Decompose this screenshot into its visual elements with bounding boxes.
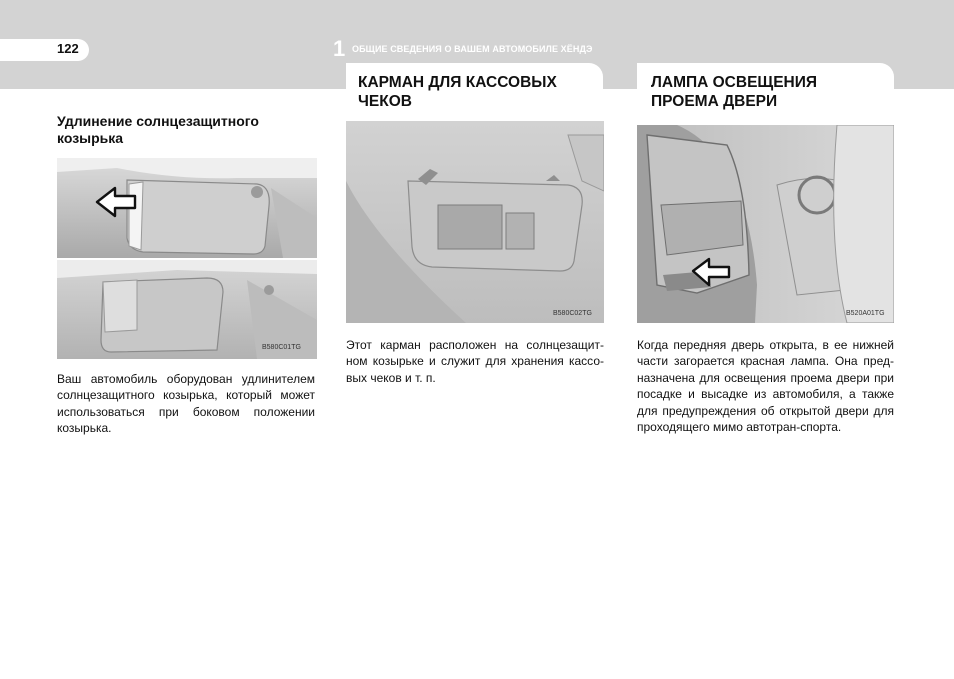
image-code-receipt-pocket: B580C02TG (553, 310, 592, 317)
body-text-door-lamp: Когда передняя дверь открыта, в ее нижней части загорается красная лампа. Она пред-назначена для освещения проема двери при посадке и высадке из автомобиля, а также для предупреждения об открытой двери для проходящего мимо автотран-спорта. (637, 338, 894, 435)
image-code-door-lamp: B520A01TG (846, 310, 885, 317)
section-title-door-lamp: ЛАМПА ОСВЕЩЕНИЯ ПРОЕМА ДВЕРИ (651, 74, 818, 110)
body-text-receipt-pocket: Этот карман расположен на солнцезащит-ном козырьке и служит для хранения кассо-вых чеков и т. п. (346, 338, 604, 385)
body-text-visor-extension: Ваш автомобиль оборудован удлинителем солнцезащитного козырька, который может использоваться при боковом положении козырька. (57, 372, 315, 436)
chapter-title: ОБЩИЕ СВЕДЕНИЯ О ВАШЕМ АВТОМОБИЛЕ ХЁНДЭ (352, 44, 593, 54)
image-code-visor: B580C01TG (262, 344, 301, 351)
subheading-visor-extension: Удлинение солнцезащитного козырька (57, 113, 259, 146)
page-number: 122 (57, 41, 79, 56)
chapter-number: 1 (333, 36, 346, 61)
section-title-receipt-pocket: КАРМАН ДЛЯ КАССОВЫХ ЧЕКОВ (358, 74, 557, 110)
receipt-pocket-photo (346, 121, 604, 323)
visor-extension-photo-top (57, 158, 317, 258)
door-lamp-photo (637, 125, 894, 323)
